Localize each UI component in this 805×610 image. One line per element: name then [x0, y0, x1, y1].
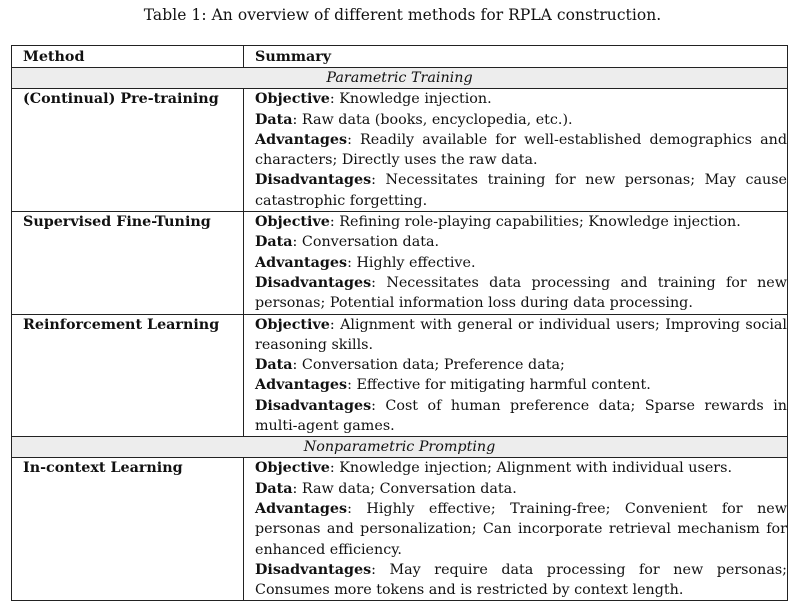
section-title: Parametric Training	[12, 68, 788, 89]
advantages-line	[255, 375, 787, 395]
data-label: Data	[255, 234, 293, 251]
disadvantages-text: : May require data processing for new personas; Consumes more tokens and is restricted by context length.	[255, 561, 787, 599]
advantages-line	[255, 130, 787, 171]
objective-label: Objective	[255, 460, 330, 477]
advantages-label: Advantages	[255, 500, 348, 517]
data-line	[255, 355, 787, 375]
advantages-text: : Highly effective; Training-free; Convenient for new personas and personalization; Can incorporate retrieval mechanism for enhanced efficiency.	[255, 500, 787, 558]
objective-text: : Alignment with general or individual users; Improving social reasoning skills.	[255, 316, 787, 353]
section-row-nonparametric	[12, 437, 788, 458]
objective-label: Objective	[255, 91, 330, 108]
method-name: In-context Learning	[12, 458, 244, 601]
header-method: Method	[12, 46, 244, 68]
disadvantages-label: Disadvantages	[255, 172, 372, 189]
advantages-text: : Readily available for well-established demographics and characters; Directly uses the raw data.	[255, 131, 787, 169]
method-name: Supervised Fine-Tuning	[12, 212, 244, 314]
disadvantages-line	[255, 273, 787, 314]
disadvantages-line	[255, 170, 787, 211]
objective-label: Objective	[255, 214, 330, 231]
disadvantages-label: Disadvantages	[255, 397, 372, 414]
method-summary	[244, 212, 788, 314]
data-line	[255, 110, 787, 130]
objective-text: : Refining role-playing capabilities; Knowledge injection.	[329, 214, 741, 231]
disadvantages-label: Disadvantages	[255, 561, 372, 578]
advantages-line	[255, 499, 787, 560]
disadvantages-text: : Cost of human preference data; Sparse rewards in multi-agent games.	[255, 397, 787, 435]
advantages-text: : Highly effective.	[347, 254, 476, 271]
section-title: Nonparametric Prompting	[12, 437, 788, 458]
advantages-label: Advantages	[255, 131, 348, 148]
advantages-line	[255, 253, 787, 273]
data-line	[255, 232, 787, 252]
advantages-label: Advantages	[255, 377, 348, 394]
disadvantages-text: : Necessitates data processing and training for new personas; Potential information loss during data processing.	[255, 274, 787, 312]
table-row	[12, 89, 788, 212]
section-row-parametric	[12, 68, 788, 89]
method-summary	[244, 89, 788, 212]
table-row	[12, 212, 788, 314]
header-row	[12, 46, 788, 68]
header-summary: Summary	[244, 46, 788, 68]
objective-line	[255, 212, 787, 232]
disadvantages-line	[255, 560, 787, 601]
data-label: Data	[255, 480, 293, 497]
objective-line	[255, 315, 787, 356]
advantages-text: : Effective for mitigating harmful content.	[347, 377, 651, 394]
method-summary	[244, 314, 788, 437]
data-text: : Raw data (books, encyclopedia, etc.).	[292, 111, 573, 128]
disadvantages-text: : Necessitates training for new personas; May cause catastrophic forgetting.	[255, 172, 787, 209]
objective-line	[255, 458, 787, 478]
data-label: Data	[255, 357, 293, 374]
table-row	[12, 314, 788, 437]
data-text: : Raw data; Conversation data.	[292, 480, 517, 497]
data-label: Data	[255, 111, 293, 128]
disadvantages-line	[255, 396, 787, 437]
table-row	[12, 458, 788, 601]
data-line	[255, 479, 787, 499]
disadvantages-label: Disadvantages	[255, 274, 372, 291]
objective-text: : Knowledge injection.	[329, 91, 492, 108]
table-caption: Table 1: An overview of different methods for RPLA construction.	[143, 6, 662, 24]
method-name: Reinforcement Learning	[12, 314, 244, 437]
objective-line	[255, 89, 787, 109]
objective-label: Objective	[255, 316, 330, 333]
method-summary	[244, 458, 788, 601]
methods-table	[11, 45, 788, 601]
data-text: : Conversation data; Preference data;	[292, 357, 565, 374]
data-text: : Conversation data.	[292, 234, 440, 251]
advantages-label: Advantages	[255, 254, 348, 271]
method-name: (Continual) Pre-training	[12, 89, 244, 212]
objective-text: : Knowledge injection; Alignment with individual users.	[329, 460, 733, 477]
